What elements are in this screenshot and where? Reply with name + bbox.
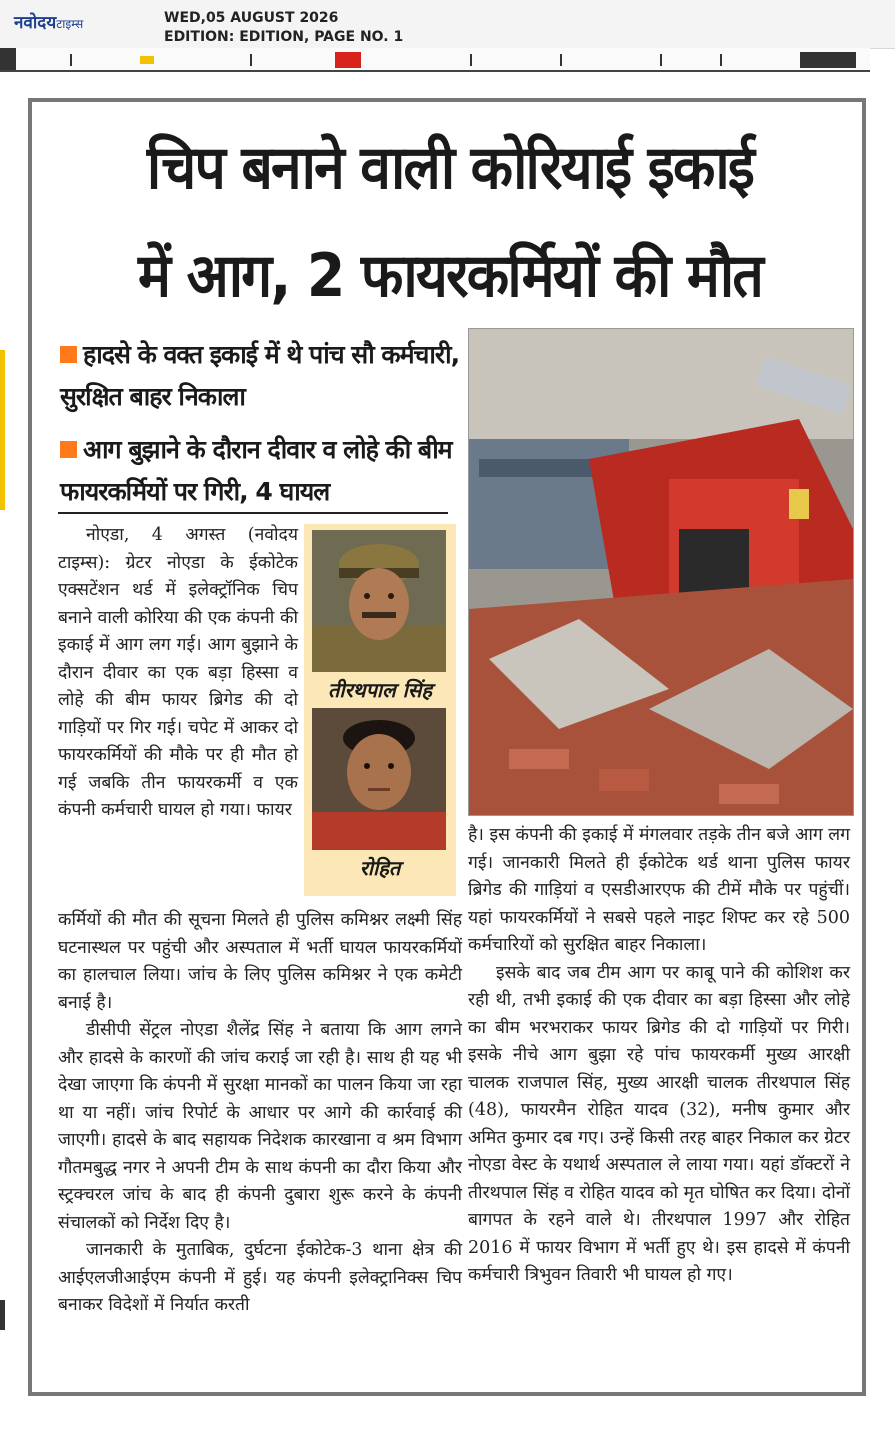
story-paragraph: डीसीपी सेंट्रल नोएडा शैलेंद्र सिंह ने बताया कि आग लगने और हादसे के कारणों की जांच कराई जा रही है। साथ ही यह भी देखा जाएगा कि कंपनी में सुरक्षा मानकों का पालन किया जा रहा था या नहीं। जांच रिपोर्ट के आधार पर आगे की कार्रवाई की जाएगी। हादसे के बाद सहायक निदेशक कारखाना व श्रम विभाग गौतमबुद्ध नगर ने अपनी टीम के साथ कंपनी का दौरा किया और स्ट्रक्चरल जांच के बाद ही कंपनी दुबारा शुरू करने के कंपनी संचालकों को निर्देश दिए है। — [58, 1020, 462, 1233]
margin-mark — [0, 1300, 5, 1330]
bullet-square-icon — [60, 441, 77, 458]
divider — [58, 512, 448, 514]
highlight-2 — [60, 429, 460, 513]
page-strip-fragment — [0, 48, 870, 72]
story-paragraph: जानकारी के मुताबिक, दुर्घटना ईकोटेक-3 थाना क्षेत्र की आईएलजीआईएम कंपनी में हुई। यह कंपनी इलेक्ट्रानिक्स चिप बनाकर विदेशों में निर्यात करती — [58, 1240, 462, 1315]
story-paragraph: नोएडा, 4 अगस्त (नवोदय टाइम्स): ग्रेटर नोएडा के ईकोटेक एक्सटेंशन थर्ड में इलेक्ट्रॉनिक चिप बनाने वाली कोरिया की एक कंपनी की इकाई में आग लग गई। आग बुझाने के दौरान दीवार का एक बड़ा हिस्सा व लोहे की बीम फायर ब्रिगेड की दो गाड़ियों पर गिर गई। चपेट में आकर दो फायरकर्मियों की मौके पर ही मौत हो गई जबकि तीन फायरकर्मी व एक कंपनी कर्मचारी घायल हो गया। फायर — [58, 525, 298, 820]
portrait-photo-tirathpal — [312, 530, 446, 672]
story-paragraph: इसके बाद जब टीम आग पर काबू पाने की कोशिश कर रही थी, तभी इकाई की एक दीवार का बड़ा हिस्सा और लोहे का बीम भरभराकर फायर ब्रिगेड की दो गाड़ियों पर गिरी। इसके नीचे आग बुझा रहे पांच फायरकर्मी मुख्य आरक्षी चालक राजपाल सिंह, मुख्य आरक्षी चालक तीरथपाल सिंह (48), फायरमैन रोहित यादव (32), मनीष कुमार और अमित कुमार दब गए। उन्हें किसी तरह बाहर निकाल कर ग्रेटर नोएडा वेस्ट के यथार्थ अस्पताल ले लाया गया। यहां डॉक्टरों ने तीरथपाल सिंह व रोहित यादव को मृत घोषित कर दिया। दोनों बागपत के रहने वाले थे। तीरथपाल 1997 और रोहित 2016 में फायर विभाग में भर्ती हुए थे। इस हादसे में कंपनी कर्मचारी त्रिभुवन तिवारी भी घायल हो गए। — [468, 962, 850, 1285]
news-article — [28, 98, 866, 1396]
story-paragraph: है। इस कंपनी की इकाई में मंगलवार तड़के तीन बजे आग लग गई। जानकारी मिलते ही ईकोटेक थर्ड थाना पुलिस फायर ब्रिगेड की गाड़ियां व एसडीआरएफ की टीमें मौके पर पहुंचीं। यहां फायरकर्मियों ने सबसे पहले नाइट शिफ्ट कर रहे 500 कर्मचारियों को सुरक्षित बाहर निकाला। — [468, 825, 850, 955]
portrait-caption: तीरथपाल सिंह — [328, 678, 432, 702]
margin-mark — [0, 350, 5, 510]
fire-scene-photo — [468, 328, 854, 816]
newspaper-logo[interactable] — [14, 10, 83, 33]
story-column-2 — [468, 822, 850, 1290]
logo-text: नवोदय — [14, 13, 57, 33]
logo-subtext: टाइम्स — [56, 17, 84, 31]
headline-line-2: में आग, 2 फायरकर्मियों की मौत — [138, 241, 762, 311]
viewer-header — [0, 0, 895, 49]
date-line: WED,05 AUGUST 2026 — [164, 10, 339, 26]
highlight-text: आग बुझाने के दौरान दीवार व लोहे की बीम फायरकर्मियों पर गिरी, 4 घायल — [60, 435, 452, 506]
portrait-panel — [304, 524, 456, 896]
story-column-1-bottom — [58, 907, 462, 1320]
highlight-text: हादसे के वक्त इकाई में थे पांच सौ कर्मचारी, सुरक्षित बाहर निकाला — [60, 340, 460, 411]
portrait-photo-rohit — [312, 708, 446, 850]
headline-line-1: चिप बनाने वाली कोरियाई इकाई — [146, 133, 754, 203]
story-column-1-top — [58, 522, 298, 825]
highlight-1 — [60, 334, 460, 418]
bullet-square-icon — [60, 346, 77, 363]
story-paragraph: कर्मियों की मौत की सूचना मिलते ही पुलिस कमिश्नर लक्ष्मी सिंह घटनास्थल पर पहुंची और अस्पताल में भर्ती घायल फायरकर्मियों का हालचाल लिया। जांच के लिए पुलिस कमिश्नर ने एक कमेटी बनाई है। — [58, 910, 462, 1013]
edition-line: EDITION: EDITION, PAGE NO. 1 — [164, 29, 404, 45]
edition-info — [164, 9, 403, 47]
portrait-caption: रोहित — [359, 856, 401, 880]
